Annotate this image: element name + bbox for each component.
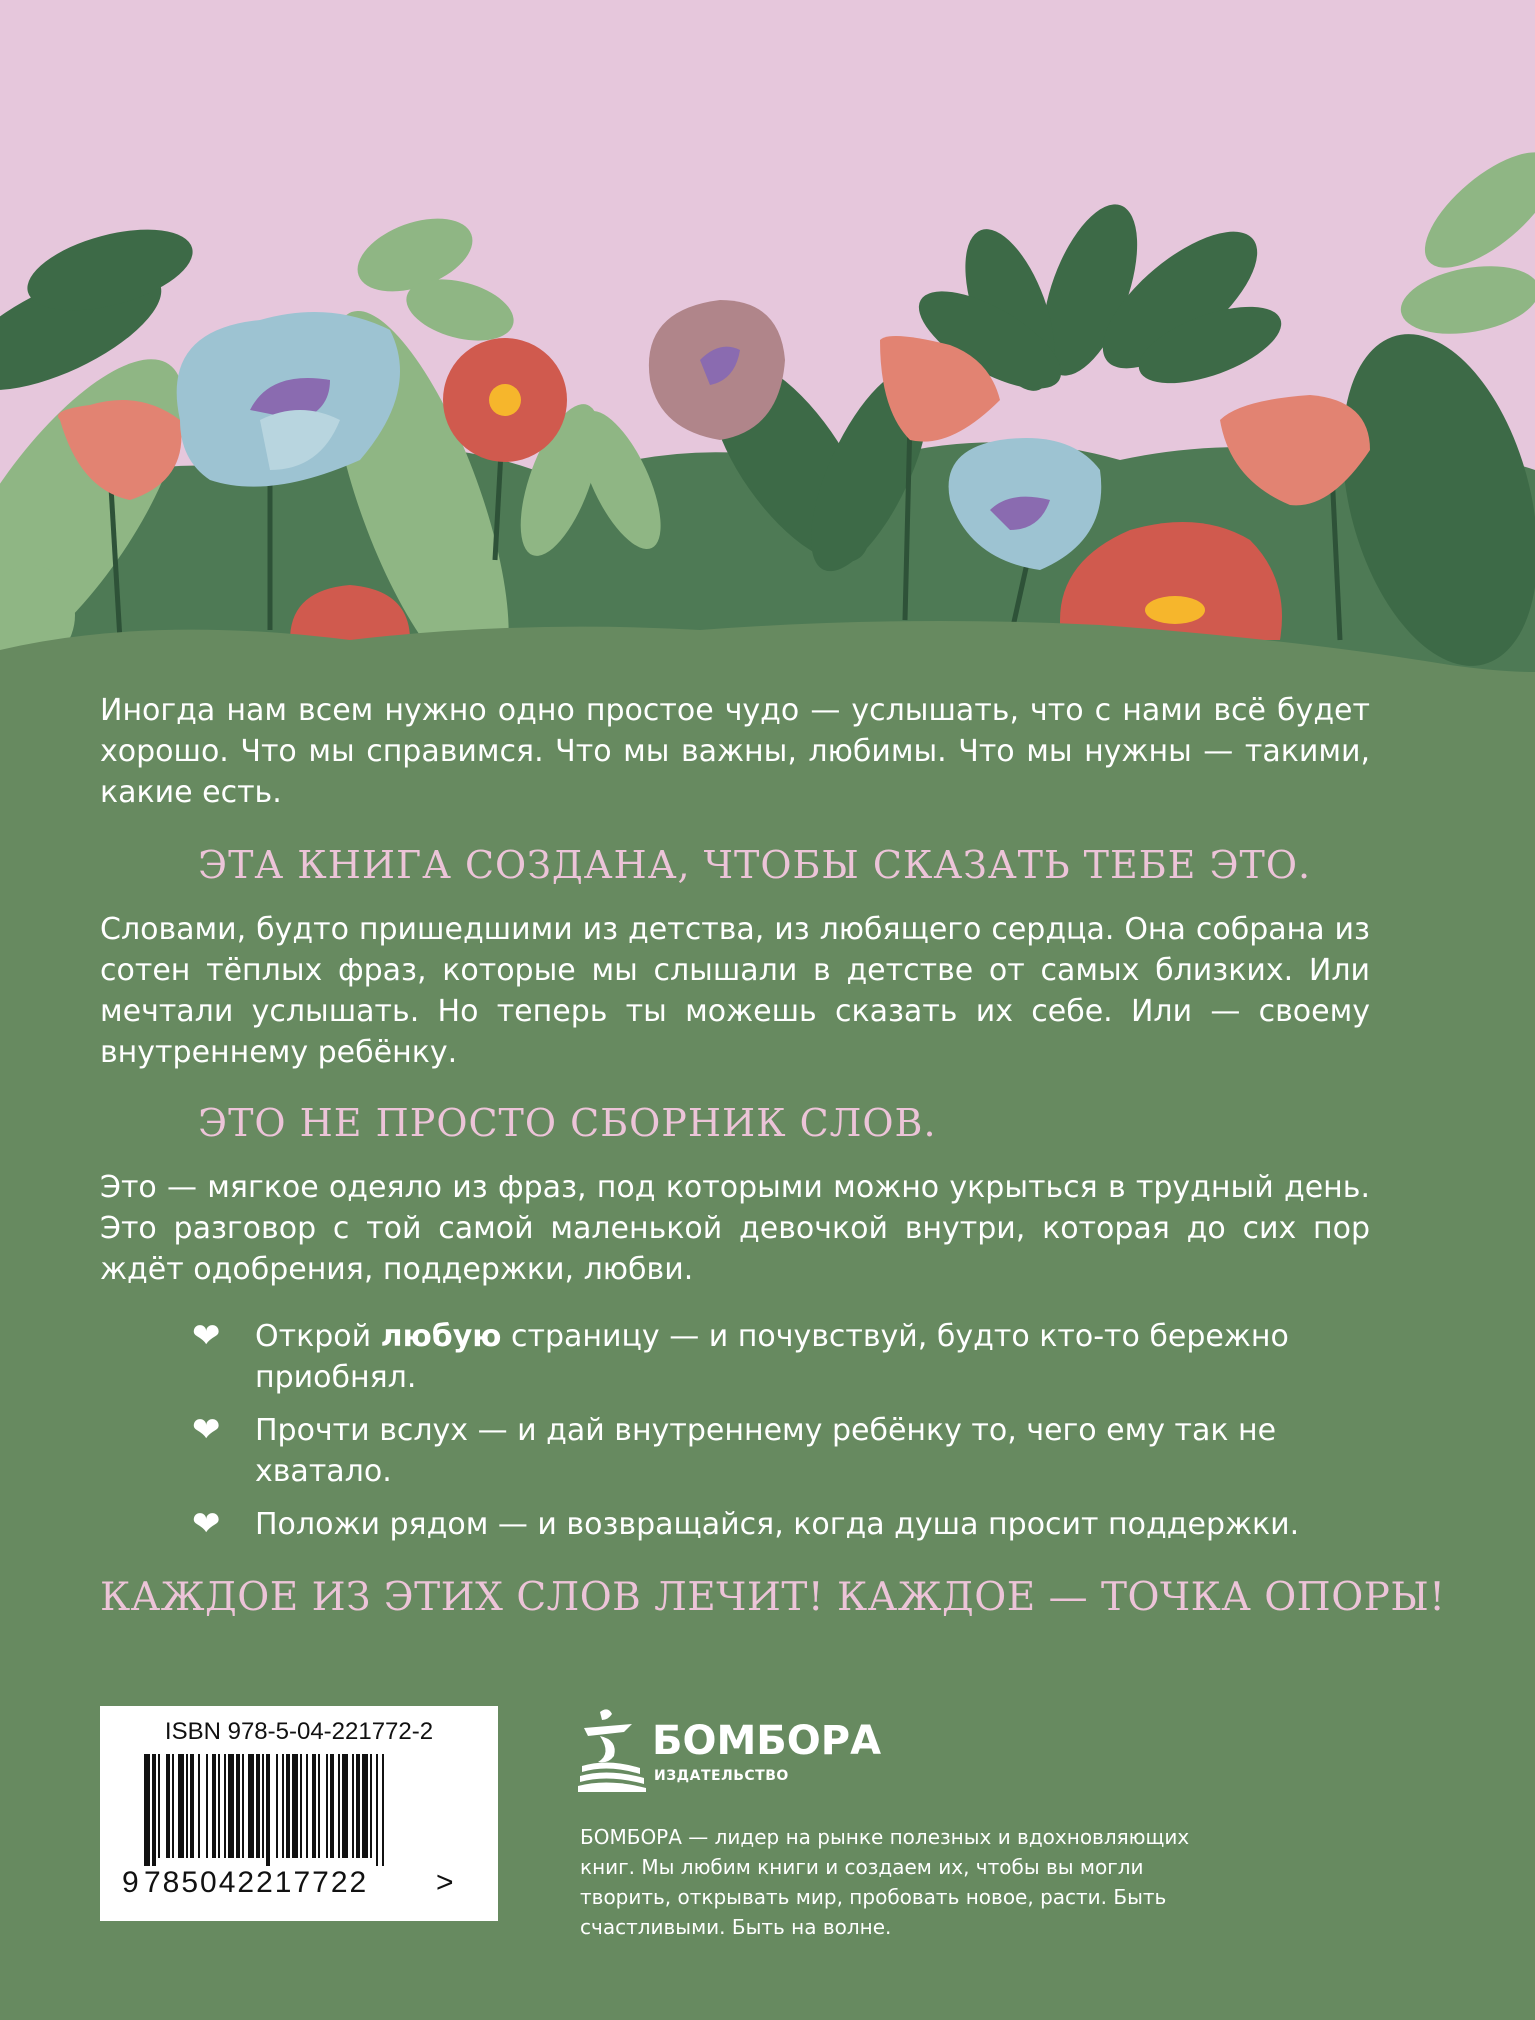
closing-slogan: КАЖДОЕ ИЗ ЭТИХ СЛОВ ЛЕЧИТ! КАЖДОЕ — ТОЧКА ОПОРЫ! — [100, 1575, 1446, 1620]
barcode-bars — [144, 1754, 454, 1866]
bullet-item-open-page — [100, 1316, 1370, 1398]
publisher-name: БОМБОРА — [652, 1718, 882, 1764]
third-paragraph: Это — мягкое одеяло из фраз, под которыми можно укрыться в трудный день. Это разговор с той самой маленькой девочкой внутри, которая до сих пор ждёт одобрения, поддержки, любви. — [100, 1170, 1370, 1287]
bullet-1-emphasis: любую — [380, 1319, 502, 1354]
bullet-1-text-end: страницу — и почувствуй, будто кто-то бережно приобнял. — [255, 1319, 1289, 1395]
bullet-item-read-aloud — [100, 1410, 1370, 1492]
bullet-item-keep-nearby — [100, 1504, 1370, 1545]
bullet-1-text-start: Открой — [255, 1319, 381, 1354]
intro-paragraph: Иногда нам всем нужно одно простое чудо — услышать, что с нами всё будет хорошо. Что мы справимся. Что мы важны, любимы. Что мы нужны — такими, какие есть. — [100, 693, 1370, 810]
bullet-3-text: Положи рядом — и возвращайся, когда душа просит поддержки. — [255, 1507, 1300, 1542]
barcode-main-digits: 785042217722 — [144, 1866, 369, 1899]
publisher-emblem-icon — [578, 1706, 646, 1792]
barcode-arrow: > — [436, 1866, 455, 1899]
heart-icon: ❤ — [192, 1316, 221, 1356]
floral-illustration — [0, 0, 1535, 680]
publisher-logo — [578, 1706, 1218, 1796]
bullet-list — [100, 1316, 1370, 1545]
main-text — [100, 680, 1446, 1620]
publisher-block — [578, 1706, 1218, 1942]
isbn-label: ISBN 978-5-04-221772-2 — [164, 1718, 434, 1745]
publisher-subtitle: ИЗДАТЕЛЬСТВО — [654, 1768, 789, 1784]
heading-not-just-collection: ЭТО НЕ ПРОСТО СБОРНИК СЛОВ. — [198, 1101, 937, 1145]
barcode-first-digit: 9 — [122, 1866, 140, 1899]
heading-book-purpose: ЭТА КНИГА СОЗДАНА, ЧТОБЫ СКАЗАТЬ ТЕБЕ ЭТО. — [198, 843, 1312, 887]
isbn-barcode — [100, 1706, 498, 1921]
second-paragraph: Словами, будто пришедшими из детства, из любящего сердца. Она собрана из сотен тёплых фраз, которые мы слышали в детстве от самых близких. Или мечтали услышать. Но теперь ты можешь сказать их себе. Или — своему внутреннему ребёнку. — [100, 912, 1370, 1070]
heart-icon: ❤ — [192, 1410, 221, 1450]
heart-icon: ❤ — [192, 1504, 221, 1544]
bullet-2-text: Прочти вслух — и дай внутреннему ребёнку то, чего ему так не хватало. — [255, 1413, 1277, 1489]
publisher-description: БОМБОРА — лидер на рынке полезных и вдохновляющих книг. Мы любим книги и создаем их, чтобы вы могли творить, открывать мир, пробовать новое, расти. Быть счастливыми. Быть на волне. — [580, 1825, 1190, 1939]
